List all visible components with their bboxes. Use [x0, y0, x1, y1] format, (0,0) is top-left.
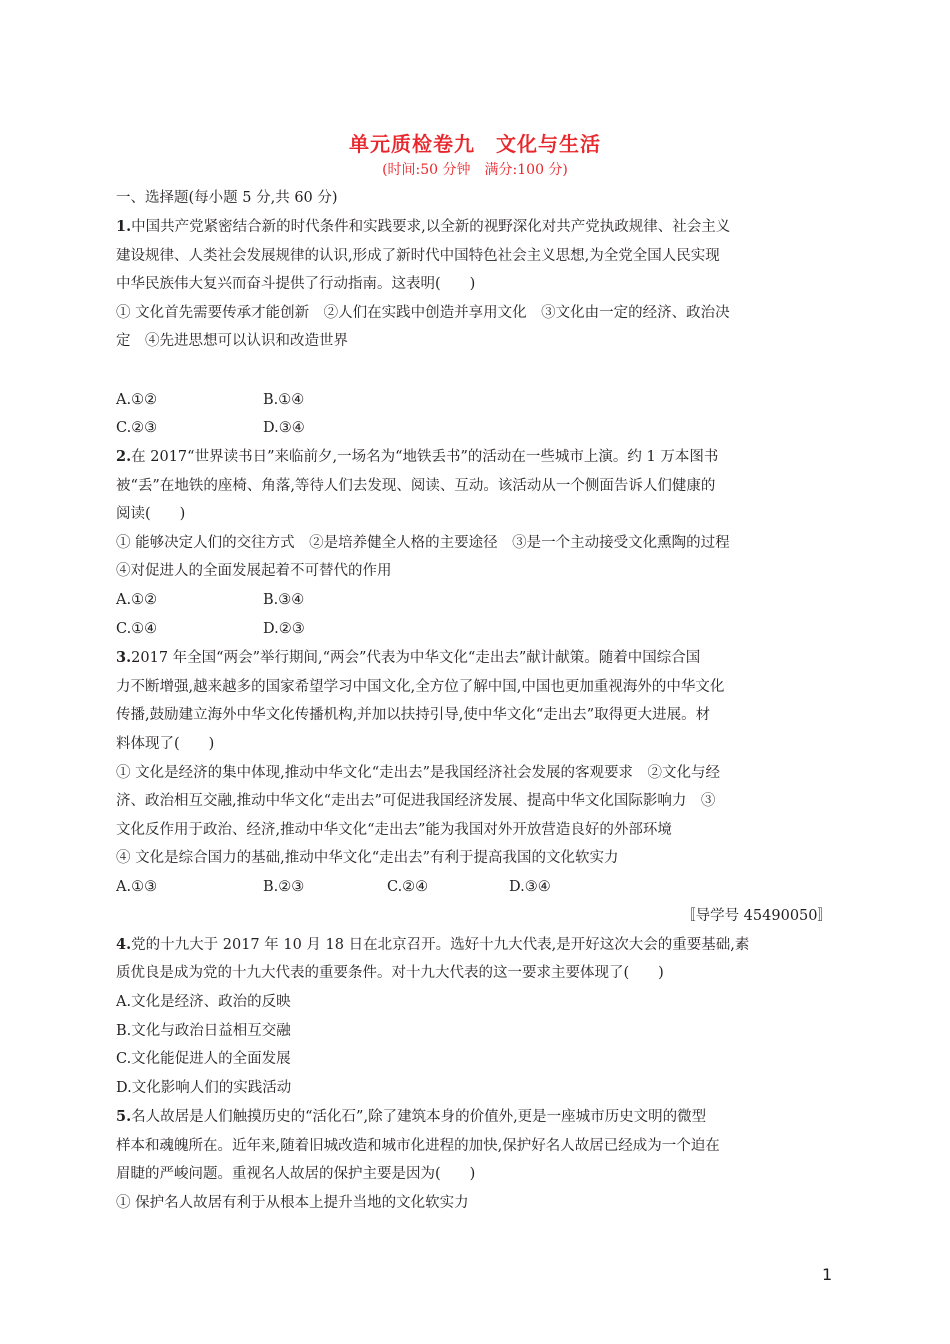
option-d: D.文化影响人们的实践活动	[116, 1080, 292, 1096]
question-4-line-1: 4.党的十九大于 2017 年 10 月 18 日在北京召开。选好十九大代表,是开好这次大会的重要基础,素	[116, 936, 750, 953]
guide-reference-number: 〚导学号 45490050〛	[681, 908, 832, 924]
option-d: D.②③	[263, 621, 305, 637]
question-3-line-4: 料体现了( )	[116, 736, 215, 752]
page-number: 1	[822, 1265, 833, 1284]
question-5-line-1: 5.名人故居是人们触摸历史的“活化石”,除了建筑本身的价值外,更是一座城市历史文明的微型	[116, 1108, 707, 1125]
question-3-line-6: 济、政治相互交融,推动中华文化“走出去”可促进我国经济发展、提高中华文化国际影响力 ③	[116, 793, 716, 809]
question-number: 5.	[116, 1108, 132, 1125]
option-d: D.③④	[263, 420, 305, 436]
question-2-line-4: ① 能够决定人们的交往方式 ②是培养健全人格的主要途径 ③是一个主动接受文化熏陶的过程	[116, 535, 730, 551]
question-number: 3.	[116, 649, 132, 666]
question-5-line-2: 样本和魂魄所在。近年来,随着旧城改造和城市化进程的加快,保护好名人故居已经成为一个迫在	[116, 1138, 720, 1154]
question-number: 2.	[116, 448, 132, 465]
option-b: B.②③	[263, 879, 305, 895]
question-3-line-5: ① 文化是经济的集中体现,推动中华文化“走出去”是我国经济社会发展的客观要求 ②文化与经	[116, 765, 721, 781]
option-c: C.②③	[116, 420, 158, 436]
question-2-line-5: ④对促进人的全面发展起着不可替代的作用	[116, 563, 392, 579]
question-1-line-5: 定 ④先进思想可以认识和改造世界	[116, 333, 348, 349]
question-3-line-8: ④ 文化是综合国力的基础,推动中华文化“走出去”有利于提高我国的文化软实力	[116, 850, 619, 866]
question-2-line-3: 阅读( )	[116, 506, 186, 522]
question-3-line-2: 力不断增强,越来越多的国家希望学习中国文化,全方位了解中国,中国也更加重视海外的中华文化	[116, 679, 725, 695]
question-2-line-1: 2.在 2017“世界读书日”来临前夕,一场名为“地铁丢书”的活动在一些城市上演。约 1 万本图书	[116, 448, 719, 465]
option-c: C.②④	[387, 879, 429, 895]
question-3-line-7: 文化反作用于政治、经济,推动中华文化“走出去”能为我国对外开放营造良好的外部环境	[116, 822, 672, 838]
question-2-line-2: 被“丢”在地铁的座椅、角落,等待人们去发现、阅读、互动。该活动从一个侧面告诉人们健康的	[116, 478, 716, 494]
page-subtitle: (时间:50 分钟 满分:100 分)	[382, 162, 568, 178]
option-c: C.①④	[116, 621, 158, 637]
option-a: A.文化是经济、政治的反映	[116, 994, 291, 1010]
option-a: A.①②	[116, 392, 158, 408]
question-1-line-1: 1.中国共产党紧密结合新的时代条件和实践要求,以全新的视野深化对共产党执政规律、社会主义	[116, 218, 731, 235]
question-3-line-1: 3.2017 年全国“两会”举行期间,“两会”代表为中华文化“走出去”献计献策。随着中国综合国	[116, 649, 701, 666]
option-a: A.①②	[116, 592, 158, 608]
question-3-line-3: 传播,鼓励建立海外中华文化传播机构,并加以扶持引导,使中华文化“走出去”取得更大进展。材	[116, 707, 711, 723]
option-a: A.①③	[116, 879, 158, 895]
question-4-line-2: 质优良是成为党的十九大代表的重要条件。对十九大代表的这一要求主要体现了( )	[116, 965, 664, 981]
question-5-line-4: ① 保护名人故居有利于从根本上提升当地的文化软实力	[116, 1195, 469, 1211]
question-number: 1.	[116, 218, 132, 235]
question-5-line-3: 眉睫的严峻问题。重视名人故居的保护主要是因为( )	[116, 1166, 476, 1182]
page-title: 单元质检卷九 文化与生活	[349, 132, 601, 156]
option-b: B.③④	[263, 592, 305, 608]
question-1-line-2: 建设规律、人类社会发展规律的认识,形成了新时代中国特色社会主义思想,为全党全国人民实现	[116, 248, 720, 264]
option-b: B.①④	[263, 392, 305, 408]
question-number: 4.	[116, 936, 132, 953]
question-1-line-4: ① 文化首先需要传承才能创新 ②人们在实践中创造并享用文化 ③文化由一定的经济、政治决	[116, 305, 730, 321]
option-d: D.③④	[509, 879, 551, 895]
question-1-line-3: 中华民族伟大复兴而奋斗提供了行动指南。这表明( )	[116, 276, 476, 292]
section-heading: 一、选择题(每小题 5 分,共 60 分)	[116, 190, 338, 206]
option-b: B.文化与政治日益相互交融	[116, 1023, 291, 1039]
option-c: C.文化能促进人的全面发展	[116, 1051, 291, 1067]
